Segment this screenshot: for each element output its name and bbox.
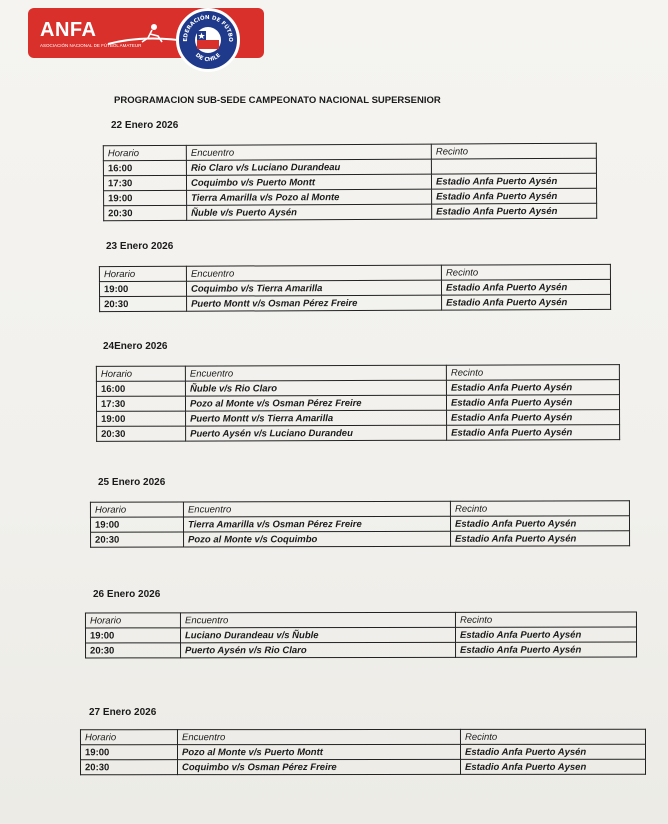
cell-match: Tierra Amarilla v/s Pozo al Monte: [187, 189, 432, 205]
cell-time: 17:30: [103, 175, 186, 190]
cell-time: 19:00: [104, 190, 187, 205]
cell-venue: Estadio Anfa Puerto Aysén: [447, 410, 620, 426]
cell-match: Coquimbo v/s Tierra Amarilla: [186, 280, 441, 296]
cell-time: 17:30: [96, 396, 185, 411]
day-label: 25 Enero 2026: [98, 477, 166, 488]
cell-venue: Estadio Anfa Puerto Aysen: [461, 759, 646, 774]
cell-match: Puerto Aysén v/s Rio Claro: [181, 642, 456, 657]
cell-match: Tierra Amarilla v/s Osman Pérez Freire: [183, 516, 450, 532]
column-header-time: Horario: [90, 502, 183, 517]
schedule-table: [96, 364, 620, 442]
cell-venue: Estadio Anfa Puerto Aysén: [450, 516, 629, 531]
day-label: 22 Enero 2026: [111, 120, 179, 131]
cell-venue: Estadio Anfa Puerto Aysén: [460, 744, 645, 759]
day-label: 27 Enero 2026: [89, 707, 157, 718]
column-header-match: Encuentro: [177, 729, 460, 744]
cell-venue: Estadio Anfa Puerto Aysén: [441, 279, 610, 295]
table-row: [104, 203, 597, 221]
cell-match: Rio Claro v/s Luciano Durandeau: [186, 159, 431, 175]
cell-time: 16:00: [103, 160, 186, 175]
cell-venue: Estadio Anfa Puerto Aysén: [432, 188, 597, 204]
cell-venue: Estadio Anfa Puerto Aysén: [432, 203, 597, 219]
column-header-venue: Recinto: [431, 143, 596, 159]
day-label: 24Enero 2026: [103, 341, 168, 352]
cell-venue: Estadio Anfa Puerto Aysén: [442, 294, 611, 310]
anfa-logo-text: ANFA: [40, 19, 97, 41]
column-header-venue: Recinto: [446, 365, 619, 381]
cell-time: 19:00: [90, 517, 183, 532]
cell-time: 20:30: [104, 205, 187, 220]
schedule-table: [103, 143, 597, 222]
column-header-match: Encuentro: [185, 365, 446, 381]
seal-graphic: [179, 11, 237, 69]
column-header-match: Encuentro: [180, 612, 455, 627]
cell-time: 19:00: [80, 745, 177, 760]
cell-venue: Estadio Anfa Puerto Aysén: [456, 642, 637, 657]
cell-match: Puerto Aysén v/s Luciano Durandeu: [186, 425, 447, 441]
table-header-row: [80, 729, 645, 744]
cell-time: 20:30: [100, 296, 187, 311]
table-header-row: [90, 501, 629, 517]
federacion-seal-logo: [176, 8, 240, 72]
cell-time: 19:00: [85, 628, 180, 643]
schedule-table: [90, 500, 630, 547]
column-header-venue: Recinto: [441, 264, 610, 280]
cell-venue: Estadio Anfa Puerto Aysén: [431, 173, 596, 189]
cell-venue: Estadio Anfa Puerto Aysén: [446, 380, 619, 396]
schedule-table: [80, 729, 646, 775]
cell-time: 20:30: [81, 760, 178, 775]
column-header-match: Encuentro: [186, 144, 431, 160]
svg-text:DE CHILE: [194, 52, 222, 63]
cell-match: Ñuble v/s Puerto Aysén: [187, 204, 432, 220]
cell-venue: Estadio Anfa Puerto Aysén: [446, 395, 619, 411]
table-row: [90, 516, 629, 532]
day-label: 23 Enero 2026: [106, 241, 174, 252]
cell-match: Puerto Montt v/s Tierra Amarilla: [186, 410, 447, 426]
column-header-match: Encuentro: [186, 265, 441, 281]
cell-match: Coquimbo v/s Puerto Montt: [186, 174, 431, 190]
column-header-time: Horario: [85, 613, 180, 628]
schedule-table: [99, 264, 611, 312]
cell-match: Luciano Durandeau v/s Ñuble: [180, 627, 455, 642]
column-header-venue: Recinto: [450, 501, 629, 516]
table-row: [100, 294, 611, 311]
column-header-venue: Recinto: [455, 612, 636, 627]
anfa-subtitle: ASOCIACIÓN NACIONAL DE FÚTBOL AMATEUR: [40, 43, 142, 48]
seal-text-top: EDERACIÓN DE FÚTBO: [182, 14, 234, 42]
schedule-table: [85, 612, 637, 659]
table-header-row: [85, 612, 636, 628]
column-header-time: Horario: [103, 145, 186, 160]
table-row: [86, 642, 637, 658]
column-header-time: Horario: [99, 266, 186, 281]
cell-venue: [431, 158, 596, 174]
cell-match: Coquimbo v/s Osman Pérez Freire: [178, 759, 461, 774]
cell-venue: Estadio Anfa Puerto Aysén: [455, 627, 636, 642]
column-header-venue: Recinto: [460, 729, 645, 744]
table-row: [97, 425, 620, 442]
cell-match: Pozo al Monte v/s Puerto Montt: [177, 744, 460, 759]
seal-text-bottom: DE CHILE: [194, 52, 222, 64]
table-row: [81, 759, 646, 774]
cell-time: 20:30: [91, 532, 184, 547]
table-row: [91, 531, 630, 547]
cell-time: 20:30: [97, 426, 186, 441]
cell-time: 19:00: [97, 411, 186, 426]
cell-time: 16:00: [96, 381, 185, 396]
cell-venue: Estadio Anfa Puerto Aysén: [447, 425, 620, 441]
cell-match: Puerto Montt v/s Osman Pérez Freire: [187, 295, 442, 311]
cell-venue: Estadio Anfa Puerto Aysén: [451, 531, 630, 546]
document-title: PROGRAMACION SUB-SEDE CAMPEONATO NACIONAL SUPERSENIOR: [114, 95, 441, 106]
cell-time: 19:00: [99, 281, 186, 296]
cell-time: 20:30: [86, 643, 181, 658]
table-row: [80, 744, 645, 759]
cell-match: Pozo al Monte v/s Coquimbo: [184, 531, 451, 547]
cell-match: Pozo al Monte v/s Osman Pérez Freire: [185, 395, 446, 411]
table-row: [85, 627, 636, 643]
column-header-time: Horario: [80, 730, 177, 745]
day-label: 26 Enero 2026: [93, 589, 161, 600]
cell-match: Ñuble v/s Rio Claro: [185, 380, 446, 396]
column-header-match: Encuentro: [183, 501, 450, 517]
column-header-time: Horario: [96, 366, 185, 381]
